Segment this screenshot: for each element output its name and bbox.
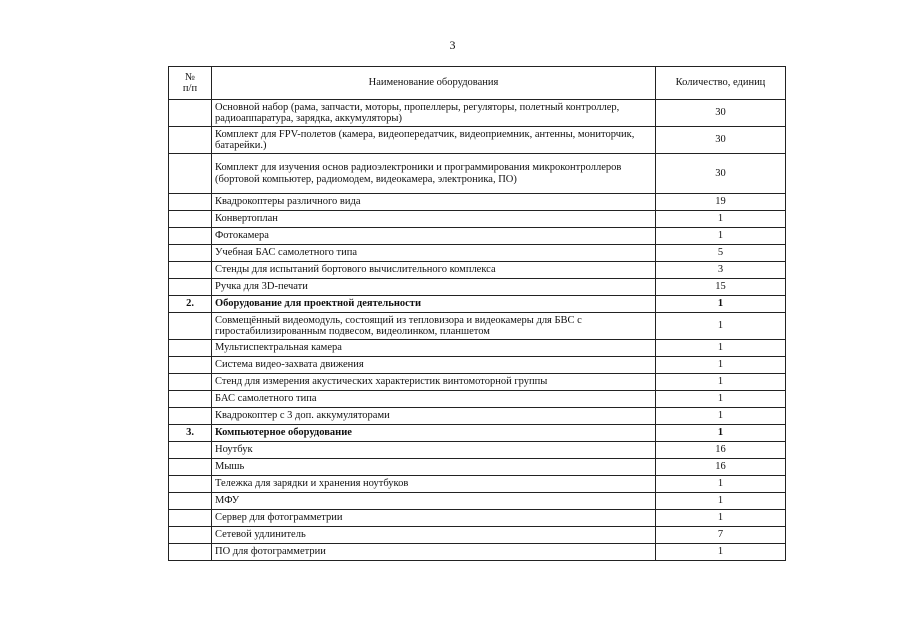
- equipment-name-cell: Оборудование для проектной деятельности: [212, 296, 656, 313]
- table-row: [169, 357, 786, 374]
- equipment-name-cell: Сервер для фотограмметрии: [212, 510, 656, 527]
- quantity-cell: 16: [656, 459, 786, 476]
- row-number-cell: [169, 442, 212, 459]
- equipment-name-cell: Стенд для измерения акустических характеристик винтомоторной группы: [212, 374, 656, 391]
- quantity-cell: 5: [656, 245, 786, 262]
- quantity-cell: 15: [656, 279, 786, 296]
- row-number-cell: [169, 357, 212, 374]
- table-row: [169, 228, 786, 245]
- equipment-name-cell: ПО для фотограмметрии: [212, 544, 656, 561]
- number-header-symbol: №: [184, 71, 196, 83]
- table-row: [169, 459, 786, 476]
- quantity-column-header: Количество, единиц: [656, 67, 786, 100]
- table-row: [169, 391, 786, 408]
- row-number-cell: 2.: [169, 296, 212, 313]
- table-row: [169, 374, 786, 391]
- quantity-cell: 16: [656, 442, 786, 459]
- quantity-cell: 1: [656, 313, 786, 340]
- table-row: [169, 340, 786, 357]
- quantity-cell: 1: [656, 340, 786, 357]
- page-number: 3: [449, 38, 456, 52]
- row-number-cell: [169, 245, 212, 262]
- table-row: [169, 127, 786, 154]
- table-row: [169, 527, 786, 544]
- row-number-cell: [169, 374, 212, 391]
- quantity-cell: 7: [656, 527, 786, 544]
- table-row: [169, 408, 786, 425]
- row-number-cell: [169, 313, 212, 340]
- number-column-header: [169, 67, 212, 100]
- quantity-cell: 1: [656, 296, 786, 313]
- quantity-cell: 30: [656, 127, 786, 154]
- quantity-cell: 1: [656, 228, 786, 245]
- table-row: [169, 100, 786, 127]
- equipment-name-cell: Компьютерное оборудование: [212, 425, 656, 442]
- row-number-cell: [169, 510, 212, 527]
- equipment-name-cell: Основной набор (рама, запчасти, моторы, пропеллеры, регуляторы, полетный контроллер, радиоаппаратура, зарядка, аккумуляторы): [212, 100, 656, 127]
- table-row: [169, 510, 786, 527]
- table-row: [169, 245, 786, 262]
- quantity-cell: 19: [656, 194, 786, 211]
- equipment-name-cell: Стенды для испытаний бортового вычислительного комплекса: [212, 262, 656, 279]
- quantity-cell: 3: [656, 262, 786, 279]
- equipment-table: [168, 66, 786, 561]
- equipment-name-cell: Квадрокоптер с 3 доп. аккумуляторами: [212, 408, 656, 425]
- quantity-cell: 30: [656, 100, 786, 127]
- quantity-cell: 1: [656, 493, 786, 510]
- equipment-name-cell: Система видео-захвата движения: [212, 357, 656, 374]
- equipment-name-cell: Конвертоплан: [212, 211, 656, 228]
- equipment-name-cell: Тележка для зарядки и хранения ноутбуков: [212, 476, 656, 493]
- table-row: [169, 313, 786, 340]
- row-number-cell: [169, 279, 212, 296]
- row-number-cell: [169, 127, 212, 154]
- row-number-cell: 3.: [169, 425, 212, 442]
- equipment-name-cell: БАС самолетного типа: [212, 391, 656, 408]
- equipment-name-cell: Совмещённый видеомодуль, состоящий из тепловизора и видеокамеры для БВС с гиростабилизированным подвесом, видеолинком, планшетом: [212, 313, 656, 340]
- quantity-cell: 30: [656, 154, 786, 194]
- table-row: [169, 544, 786, 561]
- row-number-cell: [169, 154, 212, 194]
- table-row: [169, 442, 786, 459]
- quantity-cell: 1: [656, 211, 786, 228]
- table-row: [169, 154, 786, 194]
- row-number-cell: [169, 544, 212, 561]
- quantity-cell: 1: [656, 408, 786, 425]
- section-row: [169, 296, 786, 313]
- equipment-name-cell: Мультиспектральная камера: [212, 340, 656, 357]
- quantity-cell: 1: [656, 357, 786, 374]
- name-column-header: Наименование оборудования: [212, 67, 656, 100]
- row-number-cell: [169, 527, 212, 544]
- table-row: [169, 262, 786, 279]
- equipment-name-cell: Мышь: [212, 459, 656, 476]
- equipment-name-cell: Учебная БАС самолетного типа: [212, 245, 656, 262]
- quantity-cell: 1: [656, 374, 786, 391]
- equipment-name-cell: МФУ: [212, 493, 656, 510]
- table-row: [169, 476, 786, 493]
- equipment-name-cell: Ноутбук: [212, 442, 656, 459]
- table-body: [169, 100, 786, 561]
- equipment-name-cell: Квадрокоптеры различного вида: [212, 194, 656, 211]
- equipment-name-cell: Комплект для FPV-полетов (камера, видеопередатчик, видеоприемник, антенны, мониторчик, батарейки.): [212, 127, 656, 154]
- row-number-cell: [169, 262, 212, 279]
- row-number-cell: [169, 391, 212, 408]
- section-row: [169, 425, 786, 442]
- quantity-cell: 1: [656, 544, 786, 561]
- quantity-cell: 1: [656, 391, 786, 408]
- table-row: [169, 493, 786, 510]
- table-row: [169, 211, 786, 228]
- row-number-cell: [169, 493, 212, 510]
- table-header-row: [169, 67, 786, 100]
- equipment-name-cell: Ручка для 3D-печати: [212, 279, 656, 296]
- row-number-cell: [169, 476, 212, 493]
- row-number-cell: [169, 100, 212, 127]
- equipment-name-cell: Сетевой удлинитель: [212, 527, 656, 544]
- quantity-cell: 1: [656, 510, 786, 527]
- table-row: [169, 194, 786, 211]
- quantity-cell: 1: [656, 425, 786, 442]
- row-number-cell: [169, 194, 212, 211]
- row-number-cell: [169, 408, 212, 425]
- equipment-name-cell: Комплект для изучения основ радиоэлектроники и программирования микроконтроллеров (бортовой компьютер, радиомодем, видеокамера, электроника, ПО): [212, 154, 656, 194]
- quantity-cell: 1: [656, 476, 786, 493]
- row-number-cell: [169, 340, 212, 357]
- row-number-cell: [169, 211, 212, 228]
- row-number-cell: [169, 228, 212, 245]
- equipment-name-cell: Фотокамера: [212, 228, 656, 245]
- number-header-abbrev: п/п: [182, 83, 198, 94]
- row-number-cell: [169, 459, 212, 476]
- table-row: [169, 279, 786, 296]
